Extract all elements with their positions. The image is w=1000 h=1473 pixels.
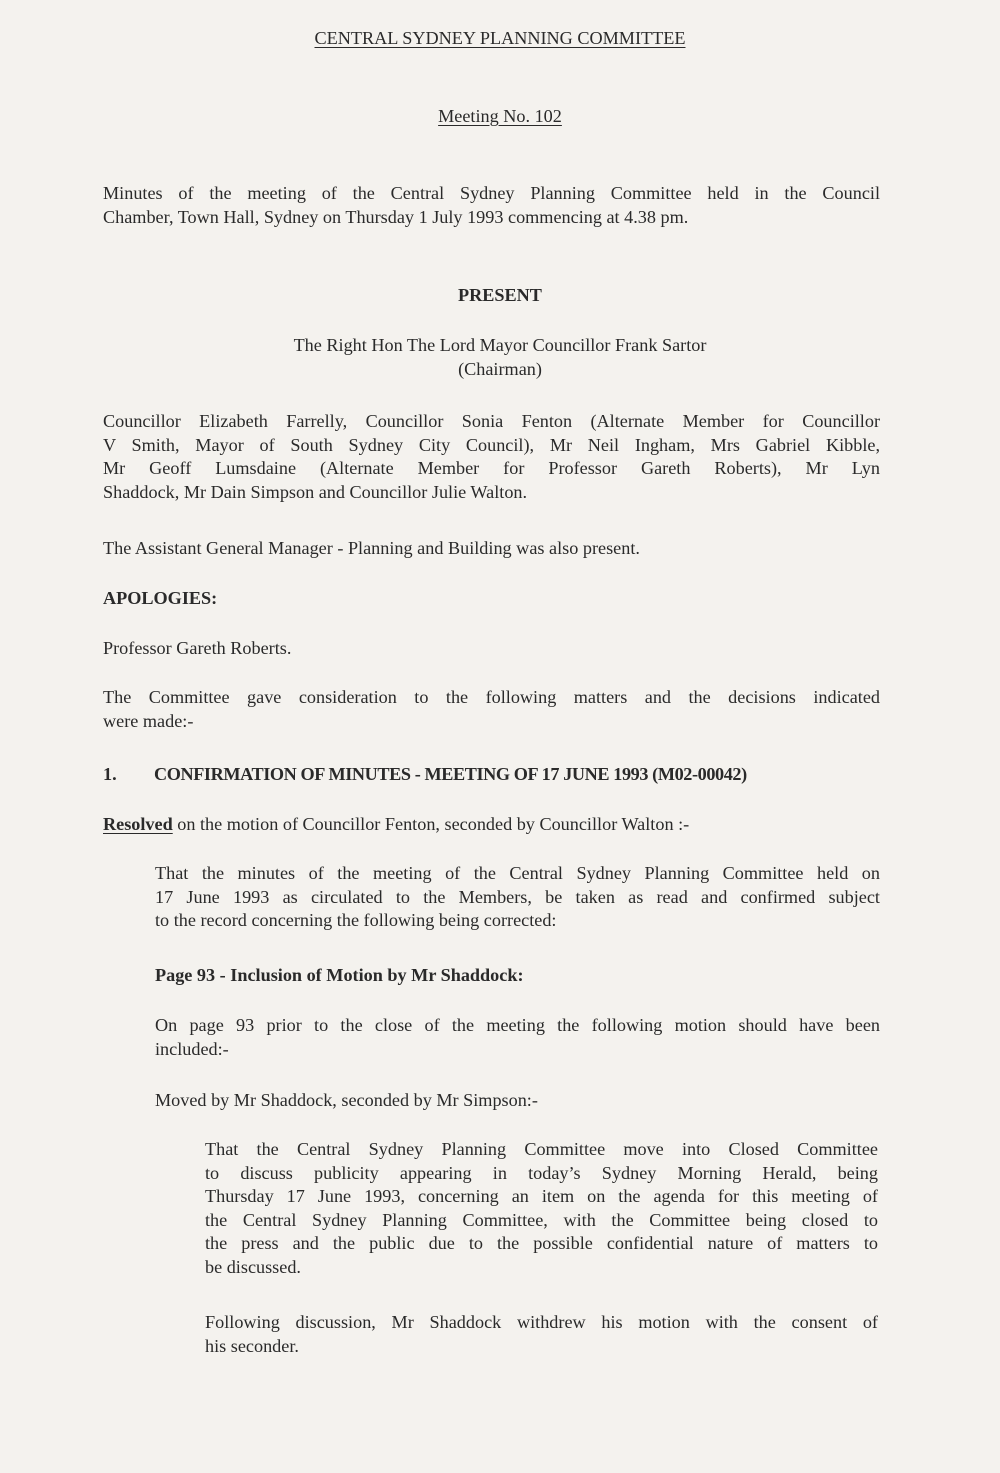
consideration-line: were made:- [103,710,194,731]
resolution-line: 17 June 1993 as circulated to the Members, be taken as read and confirmed subject [155,886,880,907]
resolution-line: That the minutes of the meeting of the Central Sydney Planning Committee held on [155,863,880,883]
motion-line: to discuss publicity appearing in today’s Sydney Morning Herald, being [205,1162,878,1183]
motion-paragraph [205,1138,878,1279]
withdrawal-line: his seconder. [205,1335,299,1356]
motion-line: the Central Sydney Planning Committee, with the Committee being closed to [205,1209,878,1230]
motion-line: Thursday 17 June 1993, concerning an item on the agenda for this meeting of [205,1186,878,1206]
members-line: Mr Geoff Lumsdaine (Alternate Member for Professor Gareth Roberts), Mr Lyn [103,458,880,478]
withdrawal-paragraph [205,1311,878,1358]
intro-line: Chamber, Town Hall, Sydney on Thursday 1 July 1993 commencing at 4.38 pm. [103,206,689,227]
resolved-text: on the motion of Councillor Fenton, seconded by Councillor Walton :- [172,814,690,834]
committee-title: CENTRAL SYDNEY PLANNING COMMITTEE [314,28,686,48]
consideration-line: The Committee gave consideration to the following matters and the decisions indicated [103,687,880,707]
resolved-line [103,813,689,837]
chair-role: (Chairman) [458,359,542,379]
withdrawal-line: Following discussion, Mr Shaddock withdrew his motion with the consent of [205,1312,878,1332]
meeting-number: Meeting No. 102 [438,106,562,126]
officer-present: The Assistant General Manager - Planning and Building was also present. [103,538,640,558]
apologies-names: Professor Gareth Roberts. [103,638,292,658]
motion-line: the press and the public due to the possible confidential nature of matters to [205,1233,878,1253]
consideration-paragraph [103,686,880,733]
item-title: CONFIRMATION OF MINUTES - MEETING OF 17 JUNE 1993 (M02-00042) [154,764,747,784]
motion-line: That the Central Sydney Planning Committee move into Closed Committee [205,1139,878,1159]
resolution-paragraph [155,862,880,933]
resolved-label: Resolved [103,814,173,834]
page93-line: On page 93 prior to the close of the meeting the following motion should have been [155,1015,880,1035]
page93-subheading: Page 93 - Inclusion of Motion by Mr Shaddock: [155,965,524,985]
members-line: Shaddock, Mr Dain Simpson and Councillor Julie Walton. [103,481,528,502]
members-line: Councillor Elizabeth Farrelly, Councillor Sonia Fenton (Alternate Member for Councillor [103,411,880,431]
intro-line: Minutes of the meeting of the Central Sydney Planning Committee held in the Council [103,183,880,203]
intro-paragraph [103,182,880,229]
resolution-line: to the record concerning the following being corrected: [155,910,557,930]
members-line: V Smith, Mayor of South Sydney City Council), Mr Neil Ingham, Mrs Gabriel Kibble, [103,434,880,455]
apologies-heading: APOLOGIES: [103,588,218,608]
page93-paragraph [155,1014,880,1061]
moved-line: Moved by Mr Shaddock, seconded by Mr Simpson:- [155,1090,538,1110]
page93-line: included:- [155,1038,229,1059]
present-heading: PRESENT [458,285,542,305]
item-number: 1. [103,764,117,784]
chair-name: The Right Hon The Lord Mayor Councillor Frank Sartor [293,335,707,355]
members-paragraph [103,410,880,504]
motion-line: be discussed. [205,1256,301,1277]
